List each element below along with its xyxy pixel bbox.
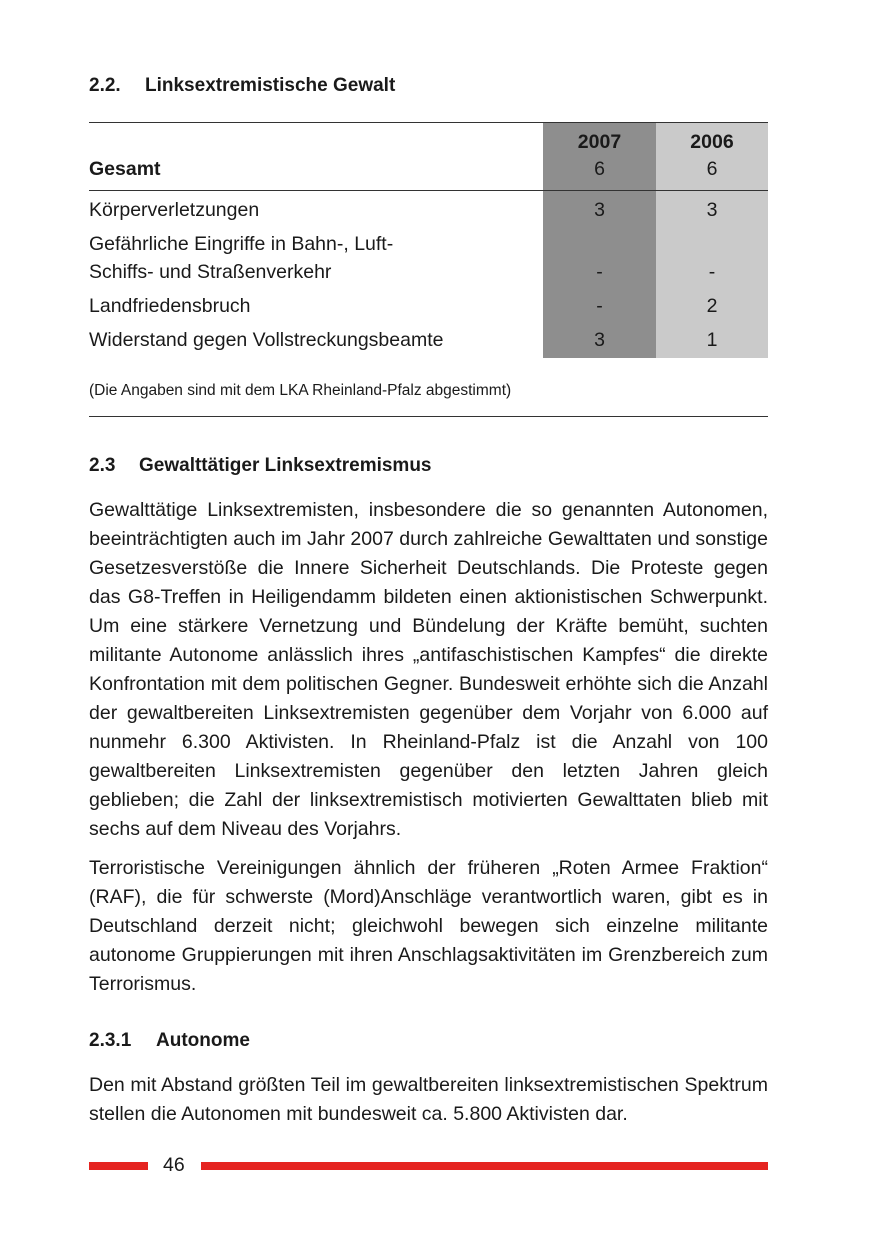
section-title: Linksextremistische Gewalt bbox=[145, 75, 396, 96]
row-label-line2: Schiffs- und Straßenverkehr bbox=[89, 261, 332, 283]
year-header-2006: 2006 bbox=[690, 131, 734, 153]
row-label: Landfriedensbruch bbox=[89, 295, 251, 317]
body-paragraph: Terroristische Vereinigungen ähnlich der früheren „Roten Armee Fraktion“ (RAF), die für schwerste (Mord)Anschläge verantwortlich waren, gibt es in Deutschland derzeit nicht; gleichwohl bewegen sich einzelne militante autonome Gruppierungen mit ihren Anschlagsaktivitäten im Grenzbereich zum Terrorismus. bbox=[89, 857, 768, 995]
total-label: Gesamt bbox=[89, 158, 161, 180]
section-title: Autonome bbox=[156, 1030, 250, 1051]
total-value-2007: 6 bbox=[594, 158, 605, 180]
value-2007: - bbox=[596, 295, 603, 317]
row-label: Körperverletzungen bbox=[89, 199, 260, 221]
body-paragraph: Gewalttätige Linksextremisten, insbesondere die so genannten Autonomen, beeinträchtigten auch im Jahr 2007 durch zahlreiche Gewalttaten und sonstige Gesetzesverstöße die Innere Sicherheit Deutschlands. Die Proteste gegen das G8-Treffen in Heiligendamm bildeten einen aktionistischen Schwerpunkt. Um eine stärkere Vernetzung und Bündelung der Kräfte bemüht, suchten militante Autonome anlässlich ihres „antifaschistischen Kampfes“ die direkte Konfrontation mit dem politischen Gegner. Bundesweit erhöhte sich die Anzahl der gewaltbereiten Linksextremisten gegenüber dem Vorjahr von 6.000 auf nunmehr 6.300 Aktivisten. In Rheinland-Pfalz ist die Anzahl von 100 gewaltbereiten Linksextremisten gegenüber den letzten Jahren gleich geblieben; die Zahl der linksextremistisch motivierten Gewalttaten blieb mit sechs auf dem Niveau des Vorjahrs. bbox=[89, 499, 768, 840]
section-heading-2-3 bbox=[89, 455, 432, 477]
body-paragraph: Den mit Abstand größten Teil im gewaltbereiten linksextremistischen Spektrum stellen die Autonomen mit bundesweit ca. 5.800 Aktivisten dar. bbox=[89, 1074, 768, 1125]
value-2007: 3 bbox=[594, 329, 605, 351]
value-2006: 1 bbox=[706, 329, 718, 351]
section-number: 2.2. bbox=[89, 75, 121, 96]
page-number: 46 bbox=[163, 1154, 185, 1176]
table-source-note: (Die Angaben sind mit dem LKA Rheinland-Pfalz abgestimmt) bbox=[89, 382, 512, 399]
section-heading-2-3-1 bbox=[89, 1030, 250, 1052]
value-2006: - bbox=[708, 261, 716, 283]
total-value-2006: 6 bbox=[706, 158, 718, 180]
header-divider bbox=[89, 190, 768, 191]
section-heading-2-2 bbox=[89, 75, 395, 97]
value-2006: 3 bbox=[706, 199, 718, 221]
footer-bar-right bbox=[201, 1162, 768, 1170]
section-title: Gewalttätiger Linksextremismus bbox=[139, 455, 432, 476]
year-header-2007: 2007 bbox=[577, 131, 622, 153]
violence-statistics-table bbox=[89, 122, 768, 351]
section-number: 2.3.1 bbox=[89, 1030, 132, 1051]
section-number: 2.3 bbox=[89, 455, 116, 476]
table-bottom-divider bbox=[89, 416, 768, 417]
row-label-line1: Gefährliche Eingriffe in Bahn-, Luft- bbox=[89, 233, 394, 255]
footer-bar-left bbox=[89, 1162, 148, 1170]
row-label: Widerstand gegen Vollstreckungsbeamte bbox=[89, 329, 444, 351]
value-2007: 3 bbox=[594, 199, 605, 221]
value-2006: 2 bbox=[706, 295, 718, 317]
value-2007: - bbox=[596, 261, 603, 283]
